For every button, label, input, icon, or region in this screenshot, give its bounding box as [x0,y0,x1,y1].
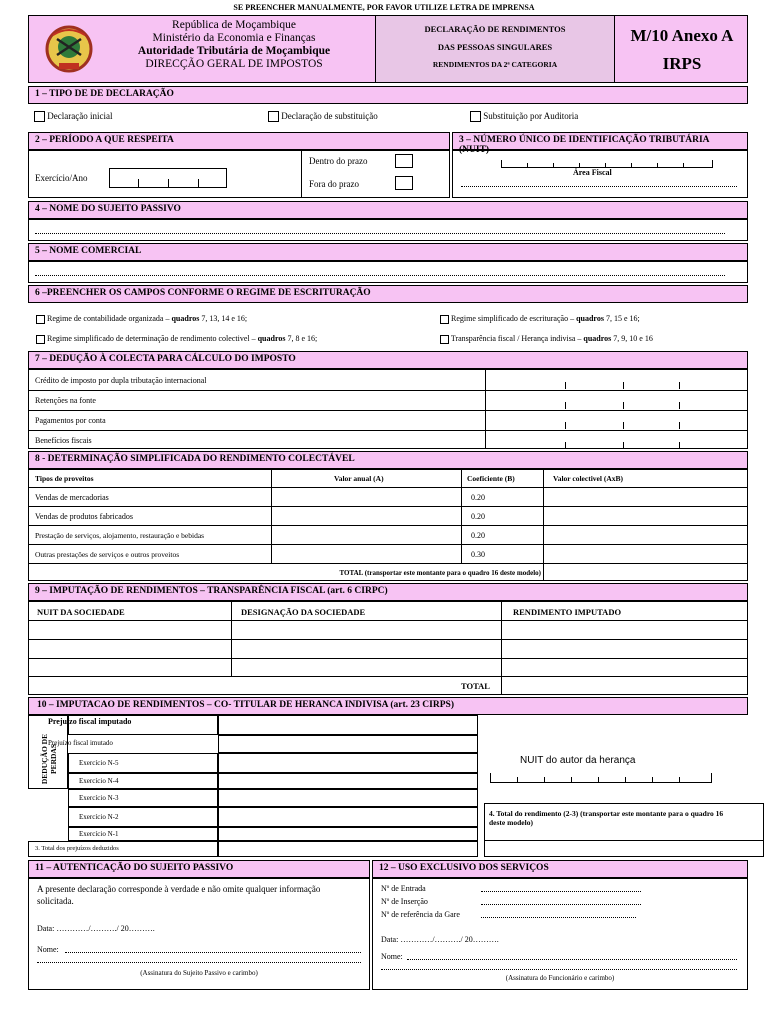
regime-determination-checkbox[interactable] [36,335,45,344]
year-input[interactable] [218,753,478,773]
declaration-type: Declaração inicial Declaração de substituição Substituição por Auditoria [28,104,748,128]
regime-simplified-checkbox[interactable] [440,315,449,324]
income-table [28,469,748,581]
ref-input[interactable] [481,910,636,918]
section-7-title: 7 – DEDUÇÃO À COLECTA PARA CÁLCULO DO IMPOSTO [28,351,748,369]
date-field[interactable]: Data: …………/………./ 20………. [37,924,155,933]
entry-label: Nº de Entrada [381,884,426,893]
insert-input[interactable] [481,897,641,905]
total-label: TOTAL [461,681,490,691]
authentication-box [28,878,370,990]
table-row: Exercício N-5 [68,753,218,773]
ref-label: Nº de referência da Gare [381,910,460,919]
name-input[interactable] [407,952,737,960]
trade-name-input[interactable] [28,261,748,283]
section-10-title: 10 – IMPUTACAO DE RENDIMENTOS – CO- TITULAR DE HERANCA INDIVISA (art. 23 CIRPS) [28,697,748,715]
section-1-title: 1 – TIPO DE DE DECLARAÇÃO [28,86,748,104]
signature-caption: (Assinatura do Funcionário e carimbo) [505,974,615,982]
signature-caption: (Assinatura do Sujeito Passivo e carimbo) [140,969,258,977]
section-8-title: 8 - DETERMINAÇÃO SIMPLIFICADA DO RENDIMENTO COLECTÁVEL [28,451,748,469]
entry-input[interactable] [481,884,641,892]
name-label: Nome: [381,952,403,961]
loss-input[interactable] [218,715,478,735]
name-label: Nome: [37,945,59,954]
section-11-title: 11 – AUTENTICAÇÃO DO SUJEITO PASSIVO [28,860,370,878]
nuit-box: Área Fiscal [452,150,748,198]
regime-options: Regime de contabilidade organizada – quadros 7, 13, 14 e 16; Regime simplificado de escrituração – quadros 7, 15 e 16; Regime simplificado de determinação de rendimento colectivel – quadros 7, 8 e 16; Transparência fiscal / Herança indivisa – quadros 7, 9, 10 e 16 [28,303,748,349]
loss-label: Prejuízo fiscal imputado [48,717,132,726]
initial-checkbox[interactable] [34,111,45,122]
declaration-text: A presente declaração corresponde à verdade e não omite qualquer informação solicitada. [37,884,321,906]
deduction-table [28,369,748,449]
declaration-title: DECLARAÇÃO DE RENDIMENTOS DAS PESSOAS SINGULARES RENDIMENTOS DA 2ª CATEGORIA [375,16,615,82]
table-row: Outras prestações de serviços e outros proveitos [35,550,180,559]
form-header [28,15,748,83]
tax-name: IRPS [662,54,702,73]
col-header: Valor anual (A) [334,474,384,483]
late-checkbox[interactable] [395,176,413,190]
section-6-title: 6 –PREENCHER OS CAMPOS CONFORME O REGIME DE ESCRITURAÇÃO [28,285,748,303]
insert-label: Nº de Inserção [381,897,428,906]
heir-nuit-input[interactable] [490,773,712,783]
in-time-checkbox[interactable] [395,154,413,168]
year-input[interactable] [218,807,478,827]
area-input[interactable] [461,179,737,187]
col-header: Tipos de proveitos [35,474,94,483]
coefficient: 0.30 [471,550,485,559]
heir-nuit-label: NUIT do autor da herança [520,755,636,766]
mozambique-emblem-icon [43,25,95,75]
loss-label-2: Prejuízo fiscal imutado [48,739,113,747]
year-input[interactable] [218,789,478,807]
col-header: RENDIMENTO IMPUTADO [513,607,622,617]
loss-input-2[interactable] [218,735,478,753]
audit-checkbox[interactable] [470,111,481,122]
total-loss-input[interactable] [218,841,478,857]
section-9-title: 9 – IMPUTAÇÃO DE RENDIMENTOS – TRANSPARÊNCIA FISCAL (art. 6 CIRPC) [28,583,748,601]
name-input[interactable] [65,945,361,953]
col-header: Valor colectivel (AxB) [553,474,623,483]
table-row: Retenções na fonte [35,396,96,405]
col-header: Coeficiente (B) [467,474,515,483]
table-row: Pagamentos por conta [35,416,106,425]
transparency-table [28,601,748,695]
period-box: Exercício/Ano Dentro do prazo Fora do prazo [28,150,450,198]
regime-transparency-checkbox[interactable] [440,335,449,344]
date-field[interactable]: Data: …………/………./ 20………. [381,935,499,944]
inheritance-section [28,715,748,857]
total-label: TOTAL (transportar este montante para o quadro 16 deste modelo) [339,569,541,577]
coefficient: 0.20 [471,512,485,521]
directorate-name: DIRECÇÃO GERAL DE IMPOSTOS [145,58,323,70]
loss-deduction-side: DEDUÇÃO DE PERDAS [28,715,68,789]
year-input[interactable] [218,827,478,841]
table-row: Crédito de imposto por dupla tributação internacional [35,376,207,385]
substitution-checkbox[interactable] [268,111,279,122]
taxpayer-name-input[interactable] [28,219,748,241]
table-row: Benefícios fiscais [35,436,92,445]
total-income-box: 4. Total do rendimento (2-3) (transportar este montante para o quadro 16 deste modelo) [484,803,764,857]
table-row: Vendas de mercadorias [35,493,109,502]
table-row: Prestação de serviços, alojamento, restauração e bebidas [35,531,205,540]
coefficient: 0.20 [471,531,485,540]
section-3-title: 3 – NÚMERO ÚNICO DE IDENTIFICAÇÃO TRIBUTÁRIA (NUIT) [452,132,748,150]
col-header: NUIT DA SOCIEDADE [37,607,125,617]
table-row: Vendas de produtos fabricados [35,512,133,521]
table-row: Exercício N-2 [68,807,218,827]
table-row: Exercício N-4 [68,773,218,789]
table-row: Exercício N-3 [68,789,218,807]
total-loss-label: 3. Total dos prejuízos deduzidos [35,845,119,852]
top-note: SE PREENCHER MANUALMENTE, POR FAVOR UTILIZE LETRA DE IMPRENSA [233,3,535,12]
section-2-title: 2 – PERÍODO A QUE RESPEITA [28,132,450,150]
authority-name: Autoridade Tributária de Moçambique [137,45,331,57]
nuit-input[interactable] [501,160,713,168]
coefficient: 0.20 [471,493,485,502]
services-box [372,878,748,990]
col-header: DESIGNAÇÃO DA SOCIEDADE [241,607,366,617]
republic-name: República de Moçambique [172,19,296,31]
ministry-name: Ministério da Economia e Finanças [152,32,316,44]
form-code: M/10 Anexo A IRPS [617,22,747,78]
table-row: Exercício N-1 [68,827,218,841]
year-input[interactable] [218,773,478,789]
year-input[interactable] [109,168,227,188]
section-12-title: 12 – USO EXCLUSIVO DOS SERVIÇOS [372,860,748,878]
section-5-title: 5 – NOME COMERCIAL [28,243,748,261]
regime-organized-checkbox[interactable] [36,315,45,324]
section-4-title: 4 – NOME DO SUJEITO PASSIVO [28,201,748,219]
